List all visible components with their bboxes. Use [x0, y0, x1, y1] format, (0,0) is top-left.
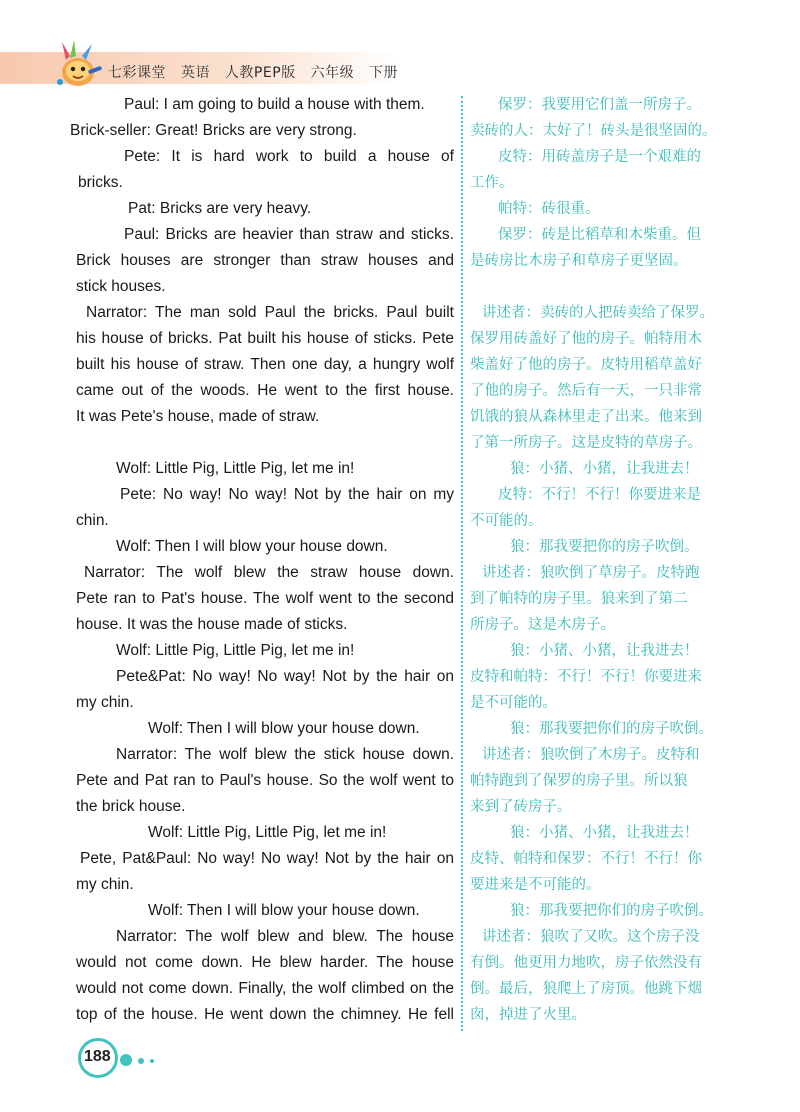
english-line: Narrator: The wolf blew the stick house down. [116, 746, 454, 763]
english-line: Brick houses are stronger than straw houses and [76, 252, 454, 269]
english-line: Pete: It is hard work to build a house of [124, 148, 454, 165]
chinese-line: 帕特跑到了保罗的房子里。所以狼 [470, 773, 688, 789]
chinese-line: 不可能的。 [470, 513, 543, 529]
chinese-line: 有倒。他更用力地吹，房子依然没有 [470, 955, 702, 971]
decorative-dot [138, 1058, 144, 1064]
header-subject: 英语 [180, 65, 210, 81]
english-line: Pete and Pat ran to Paul's house. So the wolf went to [76, 772, 454, 789]
english-line: would not come down. Finally, the wolf climbed on the [76, 980, 454, 997]
chinese-line: 狼：那我要把你们的房子吹倒。 [510, 903, 713, 919]
header-volume: 下册 [369, 65, 399, 81]
chinese-line: 保罗：砖是比稻草和木柴重。但 [498, 227, 701, 243]
mascot-logo [48, 38, 110, 90]
chinese-line: 要进来是不可能的。 [470, 877, 601, 893]
english-line: the brick house. [76, 798, 186, 815]
decorative-dot [120, 1054, 132, 1066]
english-line: Wolf: Little Pig, Little Pig, let me in! [116, 460, 355, 477]
chinese-line: 柴盖好了他的房子。皮特用稻草盖好 [470, 357, 702, 373]
chinese-line: 狼：小猪、小猪，让我进去！ [510, 825, 699, 841]
chinese-line: 讲述者：狼吹倒了木房子。皮特和 [482, 747, 700, 763]
header-edition: 人教PEP版 [224, 65, 296, 81]
chinese-line: 皮特：不行！不行！你要进来是 [498, 487, 701, 503]
english-line: Brick-seller: Great! Bricks are very strong. [70, 122, 357, 139]
english-line: Pete ran to Pat's house. The wolf went to the second [76, 590, 454, 607]
chinese-line: 讲述者：狼吹了又吹。这个房子没 [482, 929, 700, 945]
english-line: Narrator: The wolf blew the straw house down. [84, 564, 454, 581]
english-line: his house of bricks. Pat built his house of sticks. Pete [76, 330, 454, 347]
english-line: Paul: Bricks are heavier than straw and sticks. [124, 226, 454, 243]
header-title [108, 62, 408, 82]
column-divider [461, 96, 463, 1031]
english-line: built his house of straw. Then one day, a hungry wolf [76, 356, 454, 373]
page-number: 188 [84, 1048, 111, 1065]
chinese-line: 倒。最后，狼爬上了房顶。他跳下烟 [470, 981, 702, 997]
english-line: would not come down. He blew harder. The house [76, 954, 454, 971]
english-line: Wolf: Then I will blow your house down. [148, 720, 420, 737]
chinese-line: 饥饿的狼从森林里走了出来。他来到 [470, 409, 702, 425]
chinese-line: 了第一所房子。这是皮特的草房子。 [470, 435, 702, 451]
chinese-line: 狼：那我要把你们的房子吹倒。 [510, 721, 713, 737]
english-line: Wolf: Then I will blow your house down. [116, 538, 388, 555]
decorative-dot [150, 1059, 154, 1063]
chinese-line: 皮特、帕特和保罗：不行！不行！你 [470, 851, 702, 867]
english-line: Pete: No way! No way! Not by the hair on my [120, 486, 454, 503]
english-line: Wolf: Little Pig, Little Pig, let me in! [116, 642, 355, 659]
chinese-line: 讲述者：狼吹倒了草房子。皮特跑 [482, 565, 700, 581]
english-line: Narrator: The wolf blew and blew. The house [116, 928, 454, 945]
chinese-line: 囱，掉进了火里。 [470, 1007, 586, 1023]
english-line: bricks. [78, 174, 123, 191]
chinese-line: 狼：小猪、小猪，让我进去！ [510, 643, 699, 659]
english-line: Wolf: Then I will blow your house down. [148, 902, 420, 919]
english-line: Paul: I am going to build a house with them. [124, 96, 425, 113]
english-line: stick houses. [76, 278, 166, 295]
chinese-line: 到了帕特的房子里。狼来到了第二 [470, 591, 688, 607]
chinese-line: 来到了砖房子。 [470, 799, 572, 815]
english-line: Wolf: Little Pig, Little Pig, let me in! [148, 824, 387, 841]
header-series: 七彩课堂 [108, 65, 166, 81]
chinese-line: 了他的房子。然后有一天，一只非常 [470, 383, 702, 399]
english-line: It was Pete's house, made of straw. [76, 408, 320, 425]
chinese-line: 保罗用砖盖好了他的房子。帕特用木 [470, 331, 702, 347]
header-grade: 六年级 [310, 65, 355, 81]
chinese-line: 帕特：砖很重。 [498, 201, 600, 217]
chinese-line: 工作。 [470, 175, 514, 191]
english-line: came out of the woods. He went to the first house. [76, 382, 454, 399]
chinese-line: 卖砖的人：太好了！砖头是很坚固的。 [470, 123, 717, 139]
chinese-line: 狼：小猪、小猪，让我进去！ [510, 461, 699, 477]
chinese-line: 皮特：用砖盖房子是一个艰难的 [498, 149, 701, 165]
chinese-line: 讲述者：卖砖的人把砖卖给了保罗。 [482, 305, 714, 321]
english-line: my chin. [76, 876, 134, 893]
chinese-line: 是砖房比木房子和草房子更坚固。 [470, 253, 688, 269]
english-line: top of the house. He went down the chimney. He fell [76, 1006, 454, 1023]
english-line: Pete&Pat: No way! No way! Not by the hair on [116, 668, 454, 685]
english-line: chin. [76, 512, 109, 529]
chinese-line: 皮特和帕特：不行！不行！你要进来 [470, 669, 702, 685]
chinese-line: 狼：那我要把你的房子吹倒。 [510, 539, 699, 555]
chinese-line: 保罗：我要用它们盖一所房子。 [498, 97, 701, 113]
english-line: Pete, Pat&Paul: No way! No way! Not by the hair on [80, 850, 454, 867]
english-line: Pat: Bricks are very heavy. [128, 200, 312, 217]
chinese-line: 所房子。这是木房子。 [470, 617, 615, 633]
english-line: Narrator: The man sold Paul the bricks. Paul built [86, 304, 454, 321]
english-line: my chin. [76, 694, 134, 711]
chinese-line: 是不可能的。 [470, 695, 557, 711]
english-line: house. It was the house made of sticks. [76, 616, 348, 633]
